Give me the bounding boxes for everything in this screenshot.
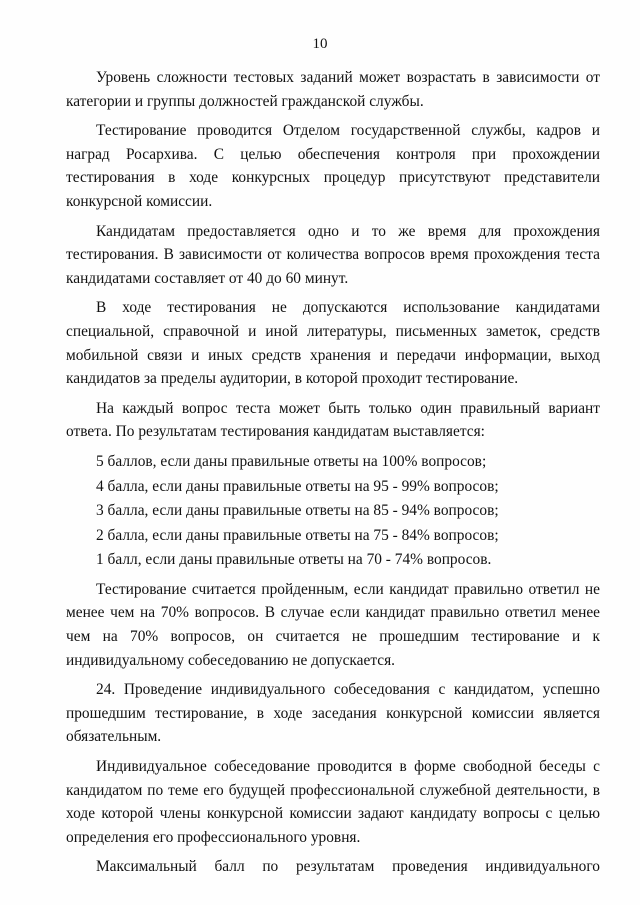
score-item-2: 2 балла, если даны правильные ответы на 75 - 84% вопросов; bbox=[96, 526, 499, 544]
paragraph-max-score: Максимальный балл по результатам проведения индивидуального bbox=[96, 858, 600, 876]
paragraph-testing-restrictions: В ходе тестирования не допускаются использование кандидатами специальной, справочной и иной литературы, письменных заметок, средств мобильной связи и иных средств хранения и передачи информации, выход кандидатов за пределы аудитории, в которой проходит тестирование. bbox=[66, 299, 600, 388]
paragraph-difficulty: Уровень сложности тестовых заданий может возрастать в зависимости от категории и группы должностей гражданской службы. bbox=[66, 69, 600, 110]
score-item-4: 4 балла, если даны правильные ответы на 95 - 99% вопросов; bbox=[96, 477, 499, 495]
paragraph-testing-passed: Тестирование считается пройденным, если кандидат правильно ответил не менее чем на 70% вопросов. В случае если кандидат правильно ответил менее чем на 70% вопросов, он считается не прошедшим тестирование и к индивидуальному собеседованию не допускается. bbox=[66, 580, 600, 669]
paragraph-scoring-intro: На каждый вопрос теста может быть только один правильный вариант ответа. По результатам тестирования кандидатам выставляется: bbox=[66, 399, 600, 441]
page-number: 10 bbox=[312, 36, 328, 52]
document-body bbox=[66, 66, 600, 885]
paragraph-interview-form: Индивидуальное собеседование проводится в форме свободной беседы с кандидатом по теме его будущей профессиональной служебной деятельности, в ходе которой члены конкурсной комиссии задают кандидату вопросы с целью определения его профессионального уровня. bbox=[66, 758, 600, 846]
score-item-5: 5 баллов, если даны правильные ответы на 100% вопросов; bbox=[96, 452, 487, 470]
paragraph-testing-conducted: Тестирование проводится Отделом государственной службы, кадров и наград Росархива. С целью обеспечения контроля при прохождении тестирования в ходе конкурсных процедур присутствуют представители конкурсной комиссии. bbox=[66, 122, 600, 210]
paragraph-testing-time: Кандидатам предоставляется одно и то же время для прохождения тестирования. В зависимости от количества вопросов время прохождения теста кандидатами составляет от 40 до 60 минут. bbox=[66, 222, 600, 287]
score-item-1: 1 балл, если даны правильные ответы на 70 - 74% вопросов. bbox=[96, 551, 492, 569]
score-item-3: 3 балла, если даны правильные ответы на 85 - 94% вопросов; bbox=[96, 502, 499, 520]
paragraph-interview-mandatory: 24. Проведение индивидуального собеседования с кандидатом, успешно прошедшим тестирование, в ходе заседания конкурсной комиссии является обязательным. bbox=[66, 681, 600, 746]
